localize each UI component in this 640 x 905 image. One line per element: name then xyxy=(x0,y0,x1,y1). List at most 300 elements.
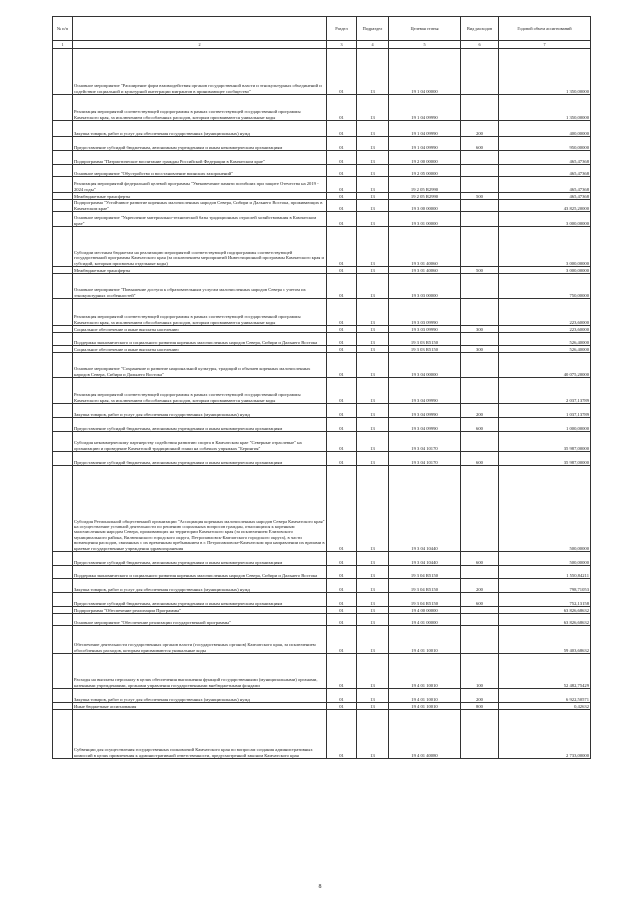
row-podrazdel-cell: 13 xyxy=(357,151,389,165)
row-name-cell: Предоставление субсидий бюджетным, автономным учреждениям и иным некоммерческим организациям xyxy=(73,418,327,432)
row-tselevaya-cell: 19 3 03 R5150 xyxy=(389,346,461,353)
row-amount-cell: 35 987,00000 xyxy=(499,452,591,466)
table-row xyxy=(53,151,591,165)
table-row xyxy=(53,579,591,593)
row-name-cell: Субсидия Региональной общественной организации "Ассоциация коренных малочисленных народов Севера Камчатского края" на осуществление уставной деятельности по решению социальных вопросов граждан, относящихся к коренным малочисленным народам Севера, проживающих на территории Камчатского края (за исключением Елизовского муниципального района, Вилючинского городского округа, Петропавловск-Камчатского городского округа), в части возмещения расходов, связанных с их временным пребыванием в г. Петропавловске-Камчатском при направлении их врачами в краевые государственные учреждения здравоохранения xyxy=(73,466,327,552)
colnum: 6 xyxy=(461,41,499,49)
row-tselevaya-cell: 19 1 04 09990 xyxy=(389,137,461,151)
row-num-cell xyxy=(53,552,73,566)
row-razdel-cell: 01 xyxy=(327,326,357,333)
row-vid-cell xyxy=(461,566,499,579)
row-num-cell xyxy=(53,95,73,121)
row-amount-cell: 1 350,00000 xyxy=(499,95,591,121)
row-podrazdel-cell: 13 xyxy=(357,378,389,404)
row-razdel-cell: 01 xyxy=(327,552,357,566)
row-num-cell xyxy=(53,346,73,353)
row-podrazdel-cell: 13 xyxy=(357,299,389,326)
row-num-cell xyxy=(53,626,73,654)
row-amount-cell: 63 826,68632 xyxy=(499,607,591,614)
colnum: 4 xyxy=(357,41,389,49)
table-row xyxy=(53,267,591,274)
row-podrazdel-cell: 13 xyxy=(357,212,389,227)
row-vid-cell: 600 xyxy=(461,418,499,432)
row-vid-cell: 200 xyxy=(461,689,499,703)
row-tselevaya-cell: 19 4 00 00000 xyxy=(389,607,461,614)
row-num-cell xyxy=(53,49,73,95)
row-name-cell: Предоставление субсидий бюджетным, автономным учреждениям и иным некоммерческим организациям xyxy=(73,137,327,151)
row-tselevaya-cell: 19 2 05 R2990 xyxy=(389,193,461,200)
row-podrazdel-cell: 13 xyxy=(357,710,389,759)
row-amount-cell: 1 000,00000 xyxy=(499,418,591,432)
table-row xyxy=(53,193,591,200)
row-amount-cell: 1 350,00000 xyxy=(499,49,591,95)
row-podrazdel-cell: 13 xyxy=(357,689,389,703)
row-vid-cell xyxy=(461,177,499,193)
row-amount-cell: 500,00000 xyxy=(499,466,591,552)
row-name-cell: Иные бюджетные ассигнования xyxy=(73,703,327,710)
row-vid-cell xyxy=(461,227,499,267)
row-num-cell xyxy=(53,654,73,689)
row-tselevaya-cell: 19 3 04 10170 xyxy=(389,452,461,466)
table-row xyxy=(53,165,591,177)
table-row xyxy=(53,404,591,418)
row-amount-cell: 750,00000 xyxy=(499,274,591,299)
row-name-cell: Предоставление субсидий бюджетным, автономным учреждениям и иным некоммерческим организациям xyxy=(73,593,327,607)
row-razdel-cell: 01 xyxy=(327,274,357,299)
row-tselevaya-cell: 19 3 03 00000 xyxy=(389,274,461,299)
row-podrazdel-cell: 13 xyxy=(357,267,389,274)
row-tselevaya-cell: 19 2 00 00000 xyxy=(389,151,461,165)
table-row xyxy=(53,333,591,346)
row-amount-cell: 6 922,50571 xyxy=(499,689,591,703)
row-amount-cell: 500,00000 xyxy=(499,552,591,566)
row-name-cell: Подпрограмма "Патриотическое воспитание граждан Российской Федерации в Камчатском крае" xyxy=(73,151,327,165)
row-razdel-cell: 01 xyxy=(327,227,357,267)
row-amount-cell: 223,60000 xyxy=(499,299,591,326)
row-amount-cell: 950,00000 xyxy=(499,137,591,151)
row-razdel-cell: 01 xyxy=(327,49,357,95)
row-num-cell xyxy=(53,193,73,200)
row-num-cell xyxy=(53,212,73,227)
table-row xyxy=(53,593,591,607)
row-num-cell xyxy=(53,326,73,333)
row-vid-cell: 200 xyxy=(461,404,499,418)
row-num-cell xyxy=(53,703,73,710)
row-num-cell xyxy=(53,121,73,137)
row-vid-cell: 200 xyxy=(461,579,499,593)
table-row xyxy=(53,227,591,267)
table-row xyxy=(53,607,591,614)
table-row xyxy=(53,689,591,703)
row-vid-cell xyxy=(461,710,499,759)
row-podrazdel-cell: 13 xyxy=(357,326,389,333)
row-name-cell: Реализация мероприятий соответствующей подпрограммы в рамках соответствующей государственной программы Камчатского края, за исключением обособленных расходов, которым присваиваются уникальные коды xyxy=(73,95,327,121)
row-name-cell: Поддержка экономического и социального развития коренных малочисленных народов Севера, Сибири и Дальнего Востока xyxy=(73,333,327,346)
row-vid-cell xyxy=(461,614,499,626)
table-row xyxy=(53,346,591,353)
row-podrazdel-cell: 13 xyxy=(357,333,389,346)
row-tselevaya-cell: 19 3 04 09990 xyxy=(389,418,461,432)
row-name-cell: Основное мероприятие "Сохранение и развитие национальной культуры, традиций и обычаев коренных малочисленных народов Севера, Сибири и Дальнего Востока" xyxy=(73,353,327,378)
row-tselevaya-cell: 19 3 04 10440 xyxy=(389,466,461,552)
row-podrazdel-cell: 13 xyxy=(357,353,389,378)
table-row xyxy=(53,418,591,432)
row-podrazdel-cell: 13 xyxy=(357,346,389,353)
table-row xyxy=(53,703,591,710)
row-name-cell: Социальное обеспечение и иные выплаты населению xyxy=(73,326,327,333)
table-row xyxy=(53,95,591,121)
row-razdel-cell: 01 xyxy=(327,626,357,654)
row-razdel-cell: 01 xyxy=(327,193,357,200)
row-razdel-cell: 01 xyxy=(327,346,357,353)
row-tselevaya-cell: 19 4 01 10010 xyxy=(389,689,461,703)
row-tselevaya-cell: 19 4 01 10010 xyxy=(389,626,461,654)
row-name-cell: Основное мероприятие "Обеспечение реализации государственной программы" xyxy=(73,614,327,626)
row-razdel-cell: 01 xyxy=(327,165,357,177)
row-vid-cell: 600 xyxy=(461,593,499,607)
page-number: 8 xyxy=(318,884,322,890)
row-tselevaya-cell: 19 3 01 40060 xyxy=(389,267,461,274)
row-podrazdel-cell: 13 xyxy=(357,452,389,466)
row-tselevaya-cell: 19 1 04 00000 xyxy=(389,49,461,95)
col-header-tselevaya: Целевая статья xyxy=(389,17,461,41)
row-name-cell: Предоставление субсидий бюджетным, автономным учреждениям и иным некоммерческим организациям xyxy=(73,552,327,566)
row-vid-cell xyxy=(461,626,499,654)
row-name-cell: Поддержка экономического и социального развития коренных малочисленных народов Севера, Сибири и Дальнего Востока xyxy=(73,566,327,579)
row-tselevaya-cell: 19 1 04 09990 xyxy=(389,121,461,137)
row-razdel-cell: 01 xyxy=(327,593,357,607)
row-num-cell xyxy=(53,579,73,593)
row-podrazdel-cell: 13 xyxy=(357,703,389,710)
row-tselevaya-cell: 19 2 05 00000 xyxy=(389,165,461,177)
row-amount-cell: 400,00000 xyxy=(499,121,591,137)
colnum: 3 xyxy=(327,41,357,49)
row-tselevaya-cell: 19 3 03 R5150 xyxy=(389,333,461,346)
row-podrazdel-cell: 13 xyxy=(357,193,389,200)
table-row xyxy=(53,200,591,212)
row-vid-cell xyxy=(461,165,499,177)
row-vid-cell xyxy=(461,200,499,212)
row-vid-cell xyxy=(461,432,499,452)
row-podrazdel-cell: 13 xyxy=(357,121,389,137)
row-razdel-cell: 01 xyxy=(327,95,357,121)
row-podrazdel-cell: 13 xyxy=(357,49,389,95)
table-row xyxy=(53,626,591,654)
row-vid-cell: 200 xyxy=(461,121,499,137)
row-tselevaya-cell: 19 3 01 00000 xyxy=(389,212,461,227)
row-podrazdel-cell: 13 xyxy=(357,137,389,151)
row-podrazdel-cell: 13 xyxy=(357,274,389,299)
row-podrazdel-cell: 13 xyxy=(357,95,389,121)
row-amount-cell: 223,60000 xyxy=(499,326,591,333)
row-vid-cell xyxy=(461,212,499,227)
row-num-cell xyxy=(53,614,73,626)
row-num-cell xyxy=(53,593,73,607)
table-row xyxy=(53,710,591,759)
row-podrazdel-cell: 13 xyxy=(357,227,389,267)
col-header-name xyxy=(73,17,327,41)
row-podrazdel-cell: 13 xyxy=(357,165,389,177)
row-amount-cell: 798,71053 xyxy=(499,579,591,593)
row-name-cell: Закупка товаров, работ и услуг для обеспечения государственных (муниципальных) нужд xyxy=(73,121,327,137)
row-vid-cell: 800 xyxy=(461,703,499,710)
row-tselevaya-cell: 19 2 05 R2990 xyxy=(389,177,461,193)
row-razdel-cell: 01 xyxy=(327,689,357,703)
row-num-cell xyxy=(53,404,73,418)
table-row xyxy=(53,654,591,689)
col-header-podrazdel: Подраздел xyxy=(357,17,389,41)
row-amount-cell: 1 037,13789 xyxy=(499,404,591,418)
row-num-cell xyxy=(53,165,73,177)
col-header-obem: Годовой объем ассигнований xyxy=(499,17,591,41)
row-tselevaya-cell: 19 3 03 09990 xyxy=(389,299,461,326)
row-razdel-cell: 01 xyxy=(327,404,357,418)
row-amount-cell: 35 987,00000 xyxy=(499,432,591,452)
row-amount-cell: 2 733,00000 xyxy=(499,710,591,759)
row-name-cell: Субсидия некоммерческому партнерству содействия развитию спорта в Камчатском крае "Северные отраслевые" на организацию и проведение Камчатской традиционной гонки на собачьих упряжках "Берингия" xyxy=(73,432,327,452)
row-num-cell xyxy=(53,710,73,759)
table-row xyxy=(53,121,591,137)
table-row xyxy=(53,432,591,452)
row-vid-cell xyxy=(461,151,499,165)
row-amount-cell: 526,40000 xyxy=(499,333,591,346)
row-tselevaya-cell: 19 3 04 00000 xyxy=(389,353,461,378)
row-amount-cell: 3 000,00000 xyxy=(499,267,591,274)
col-header-vid: Вид расходов xyxy=(461,17,499,41)
row-amount-cell: 465,47368 xyxy=(499,151,591,165)
row-amount-cell: 40 075,20000 xyxy=(499,353,591,378)
row-tselevaya-cell: 19 4 01 10010 xyxy=(389,703,461,710)
row-razdel-cell: 01 xyxy=(327,267,357,274)
row-razdel-cell: 01 xyxy=(327,151,357,165)
row-podrazdel-cell: 13 xyxy=(357,614,389,626)
row-amount-cell: 0,42632 xyxy=(499,703,591,710)
row-razdel-cell: 01 xyxy=(327,703,357,710)
row-podrazdel-cell: 13 xyxy=(357,404,389,418)
row-vid-cell: 600 xyxy=(461,552,499,566)
row-razdel-cell: 01 xyxy=(327,299,357,326)
row-name-cell: Закупка товаров, работ и услуг для обеспечения государственных (муниципальных) нужд xyxy=(73,404,327,418)
row-razdel-cell: 01 xyxy=(327,378,357,404)
row-amount-cell: 752,13158 xyxy=(499,593,591,607)
column-number-row xyxy=(53,41,591,49)
row-razdel-cell: 01 xyxy=(327,654,357,689)
row-podrazdel-cell: 13 xyxy=(357,626,389,654)
row-amount-cell: 63 826,68632 xyxy=(499,614,591,626)
row-tselevaya-cell: 19 4 01 10010 xyxy=(389,654,461,689)
row-name-cell: Межбюджетные трансферты xyxy=(73,193,327,200)
row-vid-cell xyxy=(461,49,499,95)
row-razdel-cell: 01 xyxy=(327,121,357,137)
row-razdel-cell: 01 xyxy=(327,432,357,452)
row-razdel-cell: 01 xyxy=(327,466,357,552)
row-name-cell: Подпрограмма "Устойчивое развитие коренных малочисленных народов Севера, Сибири и Дальнего Востока, проживающих в Камчатском крае" xyxy=(73,200,327,212)
row-name-cell: Закупка товаров, работ и услуг для обеспечения государственных (муниципальных) нужд xyxy=(73,689,327,703)
row-name-cell: Социальное обеспечение и иные выплаты населению xyxy=(73,346,327,353)
colnum: 2 xyxy=(73,41,327,49)
row-num-cell xyxy=(53,227,73,267)
table-row xyxy=(53,452,591,466)
row-name-cell: Подпрограмма "Обеспечение реализации Программы" xyxy=(73,607,327,614)
header-row xyxy=(53,17,591,41)
row-num-cell xyxy=(53,452,73,466)
row-name-cell: Реализация мероприятий федеральной целевой программы "Увековечение памяти погибших при защите Отечества на 2019 - 2024 годы" xyxy=(73,177,327,193)
row-razdel-cell: 01 xyxy=(327,177,357,193)
row-num-cell xyxy=(53,151,73,165)
col-header-num: № п/п xyxy=(53,17,73,41)
row-name-cell: Предоставление субсидий бюджетным, автономным учреждениям и иным некоммерческим организациям xyxy=(73,452,327,466)
row-tselevaya-cell: 19 3 04 09990 xyxy=(389,404,461,418)
row-amount-cell: 52 482,75429 xyxy=(499,654,591,689)
row-tselevaya-cell: 19 3 04 R5150 xyxy=(389,593,461,607)
row-name-cell: Реализация мероприятий соответствующей подпрограммы в рамках соответствующей государственной программы Камчатского края, за исключением обособленных расходов, которым присваиваются уникальные коды xyxy=(73,299,327,326)
row-razdel-cell: 01 xyxy=(327,579,357,593)
colnum: 5 xyxy=(389,41,461,49)
row-razdel-cell: 01 xyxy=(327,452,357,466)
row-name-cell: Обеспечение деятельности государственных органов власти (государственных органов) Камчатского края, за исключением обособленных расходов, которым присваиваются уникальные коды xyxy=(73,626,327,654)
row-amount-cell: 59 403,68632 xyxy=(499,626,591,654)
table-row xyxy=(53,466,591,552)
row-razdel-cell: 01 xyxy=(327,607,357,614)
row-amount-cell: 1 550,84211 xyxy=(499,566,591,579)
row-num-cell xyxy=(53,378,73,404)
table-row xyxy=(53,378,591,404)
table-row xyxy=(53,326,591,333)
row-amount-cell: 465,47368 xyxy=(499,193,591,200)
row-razdel-cell: 01 xyxy=(327,353,357,378)
row-name-cell: Субвенции для осуществления государственных полномочий Камчатского края по вопросам создания административных комиссий в целях привлечения к административной ответственности, предусмотренной законом Камчатского края xyxy=(73,710,327,759)
row-tselevaya-cell: 19 3 04 09990 xyxy=(389,378,461,404)
budget-table xyxy=(52,16,591,759)
row-razdel-cell: 01 xyxy=(327,212,357,227)
row-podrazdel-cell: 13 xyxy=(357,200,389,212)
row-name-cell: Субсидии местным бюджетам на реализацию мероприятий соответствующей подпрограммы соответствующей государственной программы Камчатского края (за исключением мероприятий Инвестиционной программы Камчатского края и субсидий, которым присвоены отдельные коды) xyxy=(73,227,327,267)
row-vid-cell: 300 xyxy=(461,346,499,353)
row-vid-cell: 100 xyxy=(461,654,499,689)
row-amount-cell: 43 825,20000 xyxy=(499,200,591,212)
row-name-cell: Расходы на выплаты персоналу в целях обеспечения выполнения функций государственными (муниципальными) органами, казенными учреждениями, органами управления государственными внебюджетными фондами xyxy=(73,654,327,689)
colnum: 1 xyxy=(53,41,73,49)
row-num-cell xyxy=(53,200,73,212)
row-razdel-cell: 01 xyxy=(327,137,357,151)
table-row xyxy=(53,137,591,151)
row-razdel-cell: 01 xyxy=(327,710,357,759)
row-num-cell xyxy=(53,177,73,193)
colnum: 7 xyxy=(499,41,591,49)
row-num-cell xyxy=(53,274,73,299)
row-podrazdel-cell: 13 xyxy=(357,566,389,579)
row-amount-cell: 526,40000 xyxy=(499,346,591,353)
row-tselevaya-cell: 19 3 01 40060 xyxy=(389,227,461,267)
row-tselevaya-cell: 19 3 04 R5150 xyxy=(389,566,461,579)
table-row xyxy=(53,212,591,227)
table-row xyxy=(53,299,591,326)
row-num-cell xyxy=(53,689,73,703)
row-vid-cell xyxy=(461,95,499,121)
row-tselevaya-cell: 19 3 00 00000 xyxy=(389,200,461,212)
row-tselevaya-cell: 19 3 04 R5150 xyxy=(389,579,461,593)
row-num-cell xyxy=(53,299,73,326)
row-tselevaya-cell: 19 4 01 00000 xyxy=(389,614,461,626)
row-podrazdel-cell: 13 xyxy=(357,177,389,193)
table-row xyxy=(53,274,591,299)
row-vid-cell xyxy=(461,607,499,614)
row-podrazdel-cell: 13 xyxy=(357,432,389,452)
row-num-cell xyxy=(53,466,73,552)
table-row xyxy=(53,49,591,95)
row-num-cell xyxy=(53,607,73,614)
row-amount-cell: 3 000,00000 xyxy=(499,227,591,267)
budget-table-container xyxy=(52,16,590,759)
row-podrazdel-cell: 13 xyxy=(357,607,389,614)
row-num-cell xyxy=(53,432,73,452)
row-vid-cell xyxy=(461,299,499,326)
row-amount-cell: 3 000,00000 xyxy=(499,212,591,227)
row-tselevaya-cell: 19 3 04 10440 xyxy=(389,552,461,566)
row-vid-cell: 300 xyxy=(461,326,499,333)
row-vid-cell: 500 xyxy=(461,193,499,200)
row-num-cell xyxy=(53,267,73,274)
row-amount-cell: 465,47368 xyxy=(499,177,591,193)
row-tselevaya-cell: 19 3 03 09990 xyxy=(389,326,461,333)
row-podrazdel-cell: 13 xyxy=(357,654,389,689)
row-tselevaya-cell: 19 1 04 09990 xyxy=(389,95,461,121)
row-num-cell xyxy=(53,566,73,579)
table-row xyxy=(53,614,591,626)
col-header-razdel: Раздел xyxy=(327,17,357,41)
row-name-cell: Основное мероприятие "Укрепление материально-технической базы традиционных отраслей хозяйствования в Камчатском крае" xyxy=(73,212,327,227)
row-podrazdel-cell: 13 xyxy=(357,466,389,552)
row-name-cell: Межбюджетные трансферты xyxy=(73,267,327,274)
row-tselevaya-cell: 19 3 04 10170 xyxy=(389,432,461,452)
row-podrazdel-cell: 13 xyxy=(357,418,389,432)
row-name-cell: Основное мероприятие "Повышение доступа к образовательным услугам малочисленных народов Севера с учетом их этнокультурных особенностей" xyxy=(73,274,327,299)
row-vid-cell: 500 xyxy=(461,267,499,274)
row-name-cell: Основное мероприятие "Расширение форм взаимодействия органов государственной власти и этнокультурных объединений и содействие социальной и культурной интеграции мигрантов в принимающее сообщество" xyxy=(73,49,327,95)
row-vid-cell xyxy=(461,333,499,346)
row-vid-cell xyxy=(461,466,499,552)
row-name-cell: Основное мероприятие "Обустройство и восстановление воинских захоронений" xyxy=(73,165,327,177)
row-num-cell xyxy=(53,418,73,432)
row-vid-cell: 600 xyxy=(461,137,499,151)
row-razdel-cell: 01 xyxy=(327,566,357,579)
row-amount-cell: 465,47368 xyxy=(499,165,591,177)
row-vid-cell xyxy=(461,274,499,299)
row-razdel-cell: 01 xyxy=(327,200,357,212)
row-razdel-cell: 01 xyxy=(327,333,357,346)
table-row xyxy=(53,353,591,378)
row-num-cell xyxy=(53,137,73,151)
row-name-cell: Закупка товаров, работ и услуг для обеспечения государственных (муниципальных) нужд xyxy=(73,579,327,593)
table-row xyxy=(53,177,591,193)
row-amount-cell: 2 037,13789 xyxy=(499,378,591,404)
table-row xyxy=(53,566,591,579)
table-row xyxy=(53,552,591,566)
row-podrazdel-cell: 13 xyxy=(357,579,389,593)
row-podrazdel-cell: 13 xyxy=(357,593,389,607)
row-razdel-cell: 01 xyxy=(327,614,357,626)
row-razdel-cell: 01 xyxy=(327,418,357,432)
row-tselevaya-cell: 19 4 01 40080 xyxy=(389,710,461,759)
row-vid-cell xyxy=(461,353,499,378)
row-name-cell: Реализация мероприятий соответствующей подпрограммы в рамках соответствующей государственной программы Камчатского края, за исключением обособленных расходов, которым присваиваются уникальные коды xyxy=(73,378,327,404)
table-body xyxy=(53,49,591,759)
row-vid-cell xyxy=(461,378,499,404)
row-vid-cell: 600 xyxy=(461,452,499,466)
row-num-cell xyxy=(53,333,73,346)
row-num-cell xyxy=(53,353,73,378)
row-podrazdel-cell: 13 xyxy=(357,552,389,566)
